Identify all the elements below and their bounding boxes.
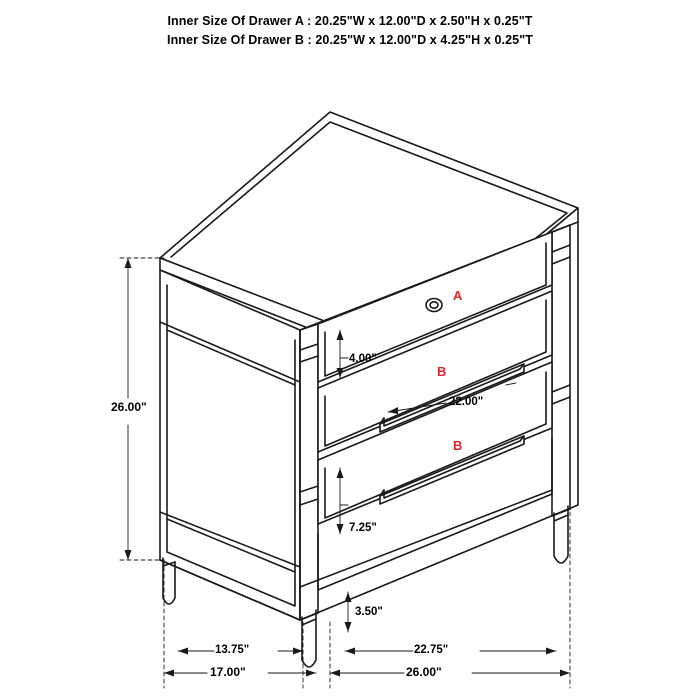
dim-depth-lower: 17.00" — [210, 665, 246, 679]
dim-height-total: 26.00" — [111, 400, 147, 414]
callout-drawer-b-upper: B — [437, 364, 447, 379]
callout-drawer-b-lower: B — [453, 438, 463, 453]
dim-drawer-a-height: 4.00" — [349, 353, 377, 365]
dim-width-lower: 26.00" — [406, 665, 442, 679]
dim-depth-upper: 13.75" — [215, 644, 250, 656]
dim-drawer-b-height: 7.25" — [349, 522, 377, 534]
dim-leg-clearance: 3.50" — [355, 606, 383, 618]
dim-drawer-inner-width: 22.00" — [449, 396, 484, 408]
spec-line-drawer-b: Inner Size Of Drawer B : 20.25"W x 12.00"D x 4.25"H x 0.25"T — [167, 33, 533, 47]
dim-width-upper: 22.75" — [414, 644, 449, 656]
spec-line-drawer-a: Inner Size Of Drawer A : 20.25"W x 12.00"D x 2.50"H x 0.25"T — [167, 14, 533, 28]
callout-drawer-a: A — [453, 288, 463, 303]
